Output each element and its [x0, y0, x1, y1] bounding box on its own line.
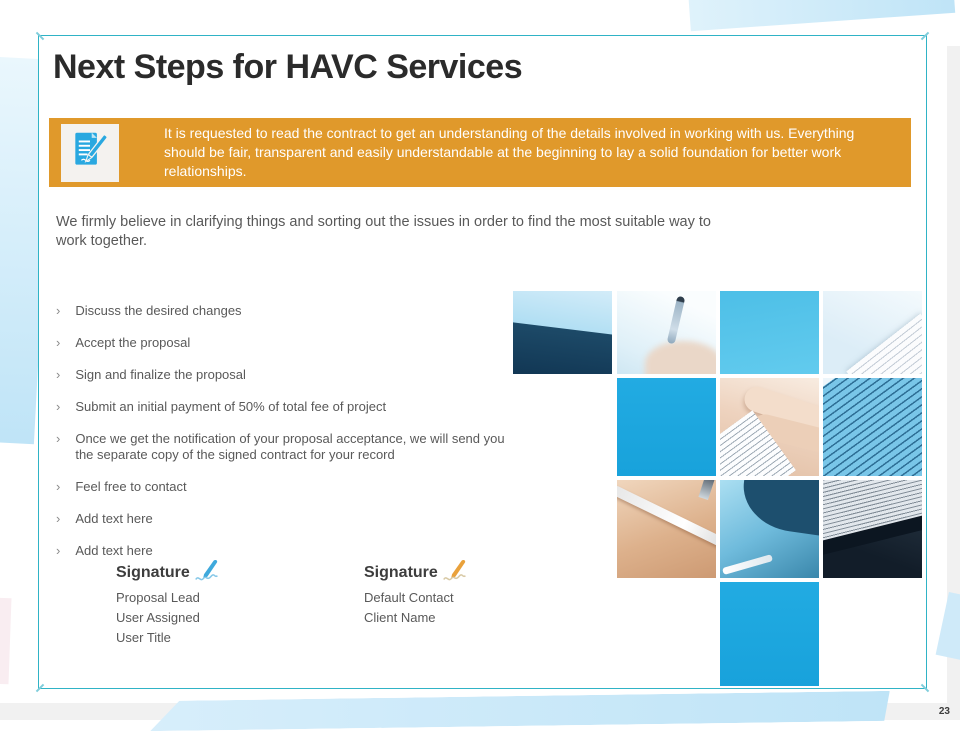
- list-item: [56, 303, 511, 319]
- signature-label-text: Signature: [364, 564, 438, 581]
- photo-tile-open-book: [823, 480, 922, 578]
- bullet-text: Discuss the desired changes: [75, 303, 242, 318]
- list-item: [56, 335, 511, 351]
- bullet-chevron-icon: ›: [56, 511, 61, 526]
- deco-ribbon-left-small: [0, 598, 11, 685]
- document-shape: [823, 378, 922, 476]
- signature-label: [116, 564, 224, 584]
- signature-line: User Title: [116, 630, 171, 645]
- signature-block-client: [364, 564, 472, 628]
- list-item: [56, 399, 511, 415]
- signature-lines: [116, 588, 224, 648]
- document-signature-icon: [71, 129, 109, 176]
- corner-mark-bottom-left: [36, 684, 44, 692]
- next-steps-list: [56, 303, 511, 575]
- pen-signature-icon: [192, 558, 224, 584]
- deco-ribbon-right-small: [936, 592, 960, 660]
- intro-text: We firmly believe in clarifying things and sorting out the issues in order to find the most suitable way to work together.: [56, 214, 711, 249]
- page-number: 23: [938, 706, 950, 717]
- signature-label-text: Signature: [116, 564, 190, 581]
- bullet-chevron-icon: ›: [56, 335, 61, 350]
- deco-ribbon-bottom: [150, 691, 890, 731]
- cyan-block: [720, 582, 819, 686]
- slide-card: [38, 35, 927, 689]
- pen-shape: [667, 296, 686, 345]
- photo-tile-laptop-corner: [513, 291, 612, 374]
- signature-block-proposal: [116, 564, 224, 648]
- pen-signature-icon: [440, 558, 472, 584]
- bullet-text: Add text here: [75, 511, 153, 526]
- bullet-text: Once we get the notification of your proposal acceptance, we will send you the separate copy of the signed contract for your record: [75, 431, 505, 462]
- list-item: [56, 543, 511, 559]
- photo-tile-blue-document: [823, 378, 922, 476]
- corner-mark-top-right: [921, 32, 929, 40]
- bullet-text: Accept the proposal: [75, 335, 191, 350]
- list-item: [56, 367, 511, 383]
- corner-mark-top-left: [36, 32, 44, 40]
- signature-label: [364, 564, 472, 584]
- signature-lines: [364, 588, 472, 628]
- signature-line: Default Contact: [364, 590, 454, 605]
- banner-icon-box: [61, 124, 119, 182]
- photo-tile-paper-corner: [823, 291, 922, 374]
- hand-shape: [645, 341, 716, 374]
- photo-tile-hand-holding-pen: [617, 291, 716, 374]
- bullet-chevron-icon: ›: [56, 399, 61, 414]
- signature-line: User Assigned: [116, 610, 200, 625]
- bullet-text: Submit an initial payment of 50% of total fee of project: [75, 399, 387, 414]
- banner-text: It is requested to read the contract to get an understanding of the details involved in working with us. Everything should be fair, transparent and easily understandable at the beginning to lay a solid foundation for better work relationships.: [164, 125, 855, 179]
- pencil-tip-shape: [698, 480, 715, 501]
- bullet-chevron-icon: ›: [56, 543, 61, 558]
- photo-tile-hand-with-document: [720, 378, 819, 476]
- contract-banner: [49, 118, 911, 187]
- cyan-block: [617, 378, 716, 476]
- bullet-chevron-icon: ›: [56, 479, 61, 494]
- laptop-shape: [513, 322, 612, 374]
- bullet-chevron-icon: ›: [56, 367, 61, 382]
- photo-tile-fingers-white-pen: [617, 480, 716, 578]
- light-cyan-block: [720, 291, 819, 374]
- list-item: [56, 511, 511, 527]
- paper-shape: [846, 314, 922, 374]
- page-title: Next Steps for HAVC Services: [53, 48, 523, 86]
- bullet-chevron-icon: ›: [56, 303, 61, 318]
- photo-tile-pen-on-blue-desk: [720, 480, 819, 578]
- list-item: [56, 479, 511, 495]
- pen-shape: [722, 554, 773, 575]
- list-item: [56, 431, 511, 463]
- signature-line: Proposal Lead: [116, 590, 200, 605]
- chair-shape: [738, 480, 819, 537]
- bullet-text: Add text here: [75, 543, 153, 558]
- bullet-chevron-icon: ›: [56, 431, 61, 446]
- corner-mark-bottom-right: [921, 684, 929, 692]
- deco-ribbon-top-right: [688, 0, 955, 31]
- bullet-text: Sign and finalize the proposal: [75, 367, 246, 382]
- bullet-text: Feel free to contact: [75, 479, 187, 494]
- signature-line: Client Name: [364, 610, 436, 625]
